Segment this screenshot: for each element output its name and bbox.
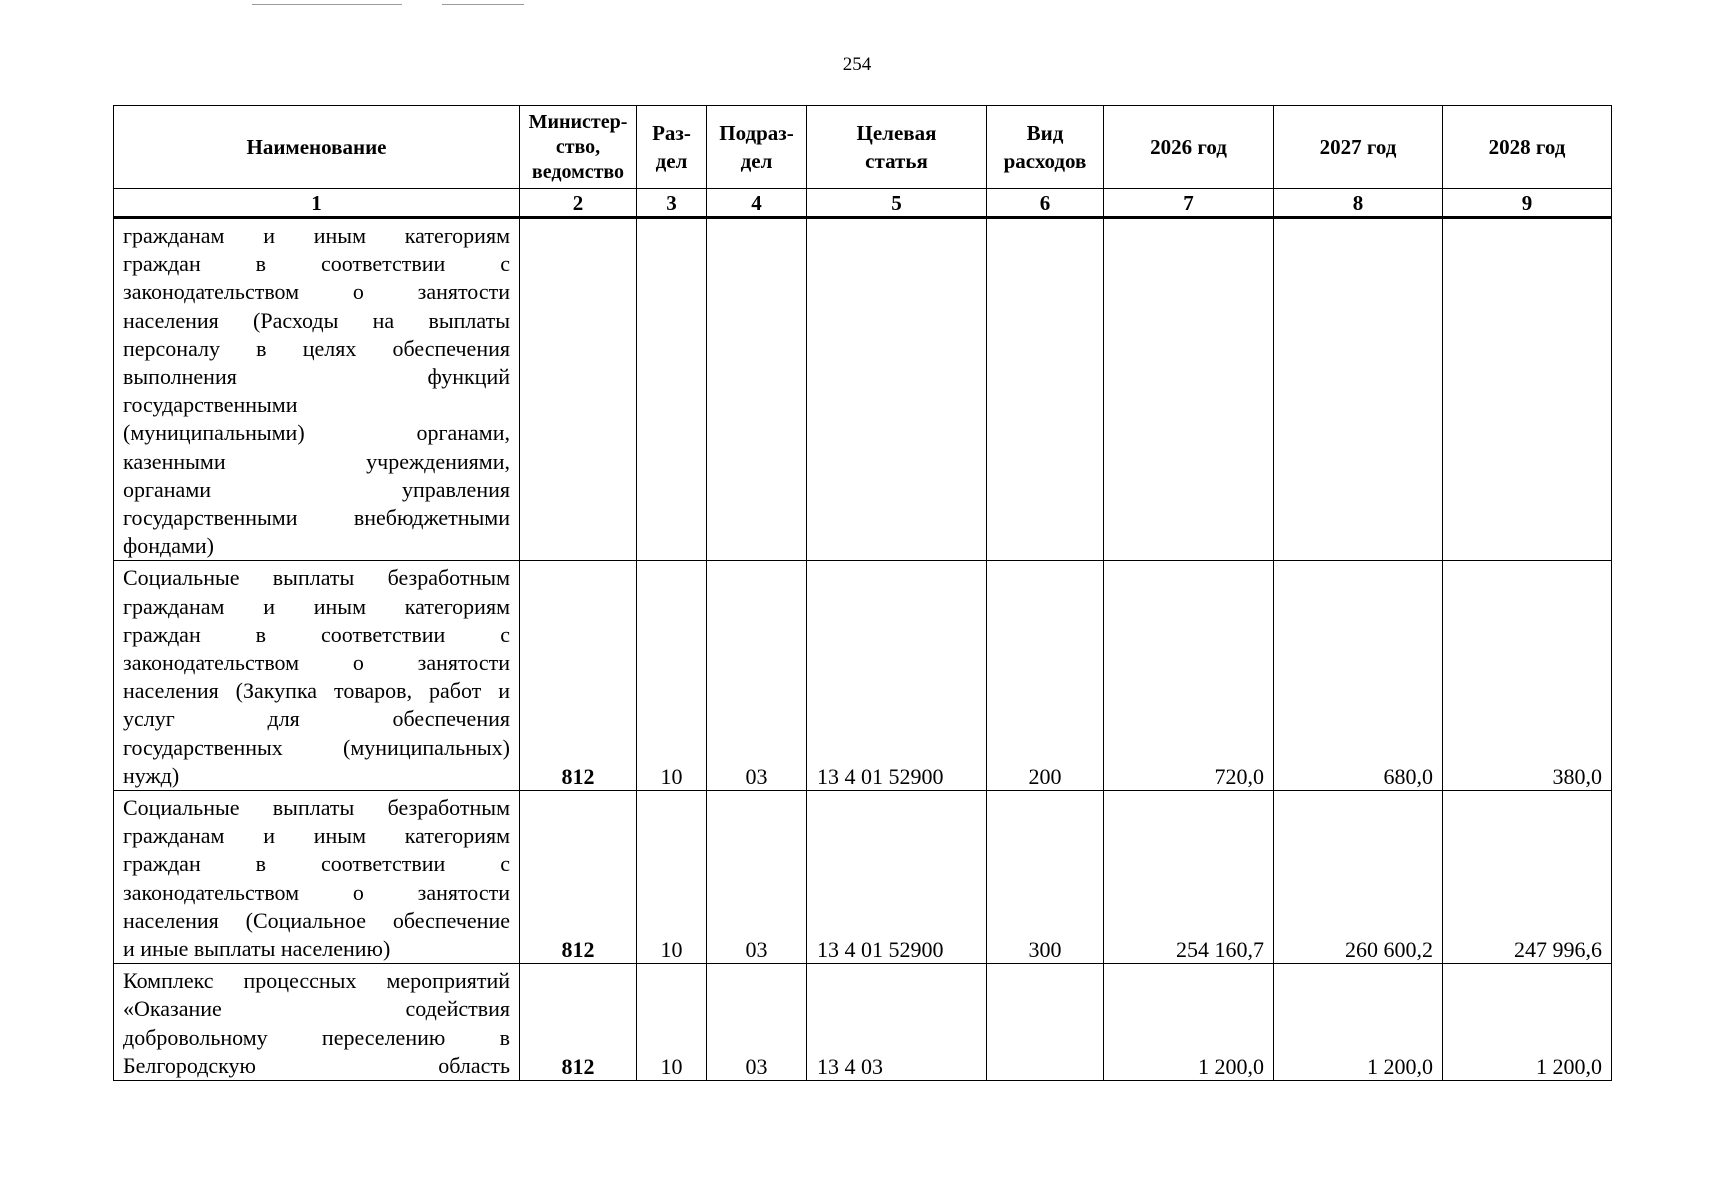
table-row [114,791,1612,964]
scan-artifact [252,4,552,7]
header-2026: 2026 год [1104,106,1274,189]
header-2028: 2028 год [1443,106,1612,189]
target-cell: 13 4 01 52900 [807,561,987,791]
expense-type-cell: 200 [987,561,1104,791]
row-name-cell: Комплекс процессных мероприятий «Оказание содействия добровольному переселению в Белгородскую область [114,964,520,1081]
amount-2028-cell: 380,0 [1443,561,1612,791]
expense-type-cell: 300 [987,791,1104,964]
amount-2028-cell: 247 996,6 [1443,791,1612,964]
header-subsection: Подраз- дел [707,106,807,189]
budget-table [113,105,1612,1081]
amount-2027-cell: 680,0 [1274,561,1443,791]
header-name: Наименование [114,106,520,189]
table-row [114,561,1612,791]
header-ministry: Министер- ство, ведомство [520,106,637,189]
header-expense-type: Вид расходов [987,106,1104,189]
amount-2026-cell: 254 160,7 [1104,791,1274,964]
column-number: 6 [987,189,1104,218]
column-number: 3 [637,189,707,218]
section-cell: 10 [637,561,707,791]
row-name-cell: гражданам и иным категориям граждан в соответствии с законодательством о занятости населения (Расходы на выплаты персоналу в целях обеспечения выполнения функций государственными (муниципальными) органами, казенными учреждениями, органами управления государственными внебюджетными фондами) [114,218,520,561]
section-cell: 10 [637,791,707,964]
ministry-cell: 812 [520,791,637,964]
amount-2028-cell [1443,218,1612,561]
expense-type-cell [987,964,1104,1081]
row-name-cell: Социальные выплаты безработным гражданам и иным категориям граждан в соответствии с законодательством о занятости населения (Закупка товаров, работ и услуг для обеспечения государственных (муниципальных) нужд) [114,561,520,791]
ministry-cell: 812 [520,964,637,1081]
ministry-cell: 812 [520,561,637,791]
page-number: 254 [842,54,872,75]
section-cell [637,218,707,561]
expense-type-cell [987,218,1104,561]
target-cell: 13 4 03 [807,964,987,1081]
amount-2026-cell: 720,0 [1104,561,1274,791]
column-number: 9 [1443,189,1612,218]
target-cell: 13 4 01 52900 [807,791,987,964]
subsection-cell [707,218,807,561]
target-cell [807,218,987,561]
header-2027: 2027 год [1274,106,1443,189]
column-number: 7 [1104,189,1274,218]
header-row [114,106,1612,189]
amount-2026-cell: 1 200,0 [1104,964,1274,1081]
amount-2027-cell [1274,218,1443,561]
row-name-cell: Социальные выплаты безработным гражданам и иным категориям граждан в соответствии с законодательством о занятости населения (Социальное обеспечение и иные выплаты населению) [114,791,520,964]
column-number: 4 [707,189,807,218]
table-row [114,218,1612,561]
column-number: 8 [1274,189,1443,218]
subsection-cell: 03 [707,561,807,791]
amount-2026-cell [1104,218,1274,561]
section-cell: 10 [637,964,707,1081]
table-row [114,964,1612,1081]
column-number: 1 [114,189,520,218]
subsection-cell: 03 [707,791,807,964]
ministry-cell [520,218,637,561]
header-section: Раз- дел [637,106,707,189]
amount-2028-cell: 1 200,0 [1443,964,1612,1081]
header-target: Целевая статья [807,106,987,189]
column-number: 5 [807,189,987,218]
amount-2027-cell: 260 600,2 [1274,791,1443,964]
subsection-cell: 03 [707,964,807,1081]
amount-2027-cell: 1 200,0 [1274,964,1443,1081]
column-number-row [114,189,1612,218]
column-number: 2 [520,189,637,218]
